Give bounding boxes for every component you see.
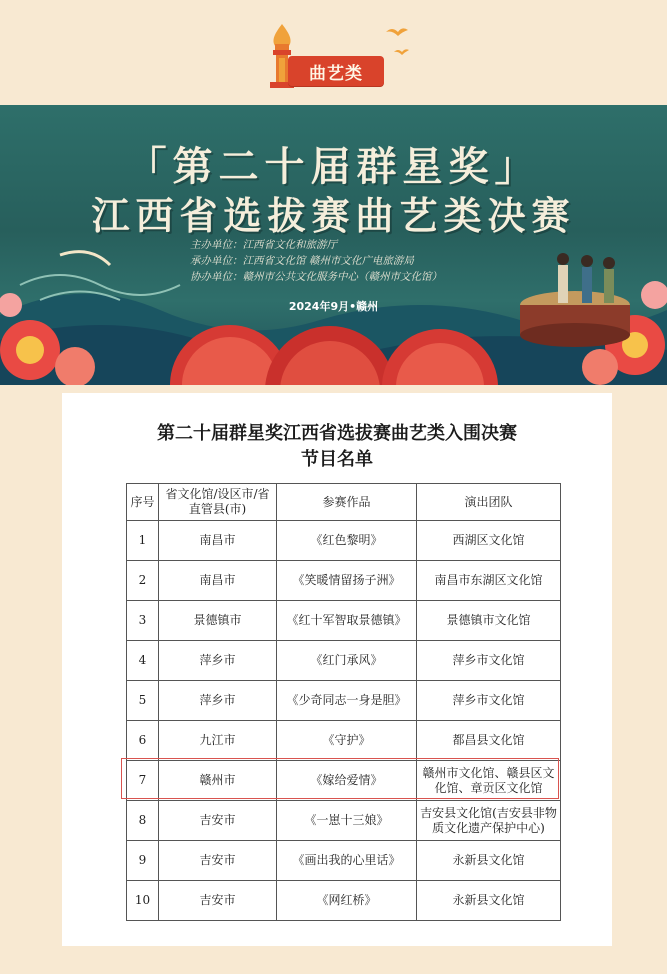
- cell-city: 吉安市: [159, 841, 277, 881]
- cell-city: 萍乡市: [159, 641, 277, 681]
- cell-team: 永新县文化馆: [417, 841, 561, 881]
- cell-work: 《红色黎明》: [277, 521, 417, 561]
- cell-work: 《笑暖情留扬子洲》: [277, 561, 417, 601]
- birds-icon: [380, 22, 420, 66]
- event-banner: [0, 105, 667, 385]
- banner-title-line2: 江西省选拔赛曲艺类决赛: [91, 193, 576, 238]
- cell-number: 2: [127, 561, 159, 601]
- table-row: [127, 601, 561, 641]
- table-row: [127, 881, 561, 921]
- cell-number: 9: [127, 841, 159, 881]
- cell-work: 《守护》: [277, 721, 417, 761]
- cell-number: 10: [127, 881, 159, 921]
- cell-number: 1: [127, 521, 159, 561]
- banner-title-line1: 「第二十届群星奖」: [126, 143, 541, 190]
- cell-city: 萍乡市: [159, 681, 277, 721]
- table-row: [127, 561, 561, 601]
- cell-team: 赣州市文化馆、赣县区文化馆、章贡区文化馆: [417, 761, 561, 801]
- column-header-city: 省文化馆/设区市/省直管县(市): [159, 484, 277, 521]
- cell-city: 南昌市: [159, 521, 277, 561]
- cell-team: 萍乡市文化馆: [417, 681, 561, 721]
- document-title-line2: 节目名单: [301, 449, 373, 470]
- cell-team: 吉安县文化馆(吉安县非物质文化遗产保护中心): [417, 801, 561, 841]
- cell-work: 《网红桥》: [277, 881, 417, 921]
- cell-number: 8: [127, 801, 159, 841]
- cell-work: 《红门承风》: [277, 641, 417, 681]
- cell-city: 吉安市: [159, 881, 277, 921]
- cell-number: 4: [127, 641, 159, 681]
- cell-city: 景德镇市: [159, 601, 277, 641]
- table-row: [127, 641, 561, 681]
- table-row: [127, 801, 561, 841]
- organizer-coorganizer: 协办单位：赣州市公共文化服务中心（赣州市文化馆）: [190, 271, 442, 283]
- cell-number: 6: [127, 721, 159, 761]
- cell-team: 都昌县文化馆: [417, 721, 561, 761]
- cell-number: 5: [127, 681, 159, 721]
- cell-team: 西湖区文化馆: [417, 521, 561, 561]
- organizer-host: 主办单位：江西省文化和旅游厅: [190, 239, 337, 251]
- cell-team: 南昌市东湖区文化馆: [417, 561, 561, 601]
- finalists-table: [126, 483, 561, 921]
- cell-work: 《画出我的心里话》: [277, 841, 417, 881]
- category-header: [262, 18, 412, 88]
- document-title-line1: 第二十届群星奖江西省选拔赛曲艺类入围决赛: [157, 423, 517, 444]
- cell-number: 3: [127, 601, 159, 641]
- cell-number: 7: [127, 761, 159, 801]
- document-title: [62, 421, 612, 473]
- cell-city: 赣州市: [159, 761, 277, 801]
- cell-work: 《嫁给爱情》: [277, 761, 417, 801]
- table-header-row: [127, 484, 561, 521]
- document-card: [62, 393, 612, 946]
- cell-team: 萍乡市文化馆: [417, 641, 561, 681]
- cell-work: 《红十军智取景德镇》: [277, 601, 417, 641]
- cell-team: 景德镇市文化馆: [417, 601, 561, 641]
- column-header-number: 序号: [127, 484, 159, 521]
- cell-work: 《少奇同志一身是胆》: [277, 681, 417, 721]
- table-row: [127, 761, 561, 801]
- category-badge: 曲艺类: [288, 56, 384, 86]
- table-row: [127, 841, 561, 881]
- table-row: [127, 681, 561, 721]
- table-row: [127, 521, 561, 561]
- column-header-team: 演出团队: [417, 484, 561, 521]
- event-date: 2024年9月•赣州: [288, 300, 379, 313]
- cell-city: 九江市: [159, 721, 277, 761]
- cell-city: 吉安市: [159, 801, 277, 841]
- table-row: [127, 721, 561, 761]
- cell-work: 《一崽十三娘》: [277, 801, 417, 841]
- organizer-undertaker: 承办单位：江西省文化馆 赣州市文化广电旅游局: [190, 255, 414, 267]
- cell-city: 南昌市: [159, 561, 277, 601]
- column-header-work: 参赛作品: [277, 484, 417, 521]
- cell-team: 永新县文化馆: [417, 881, 561, 921]
